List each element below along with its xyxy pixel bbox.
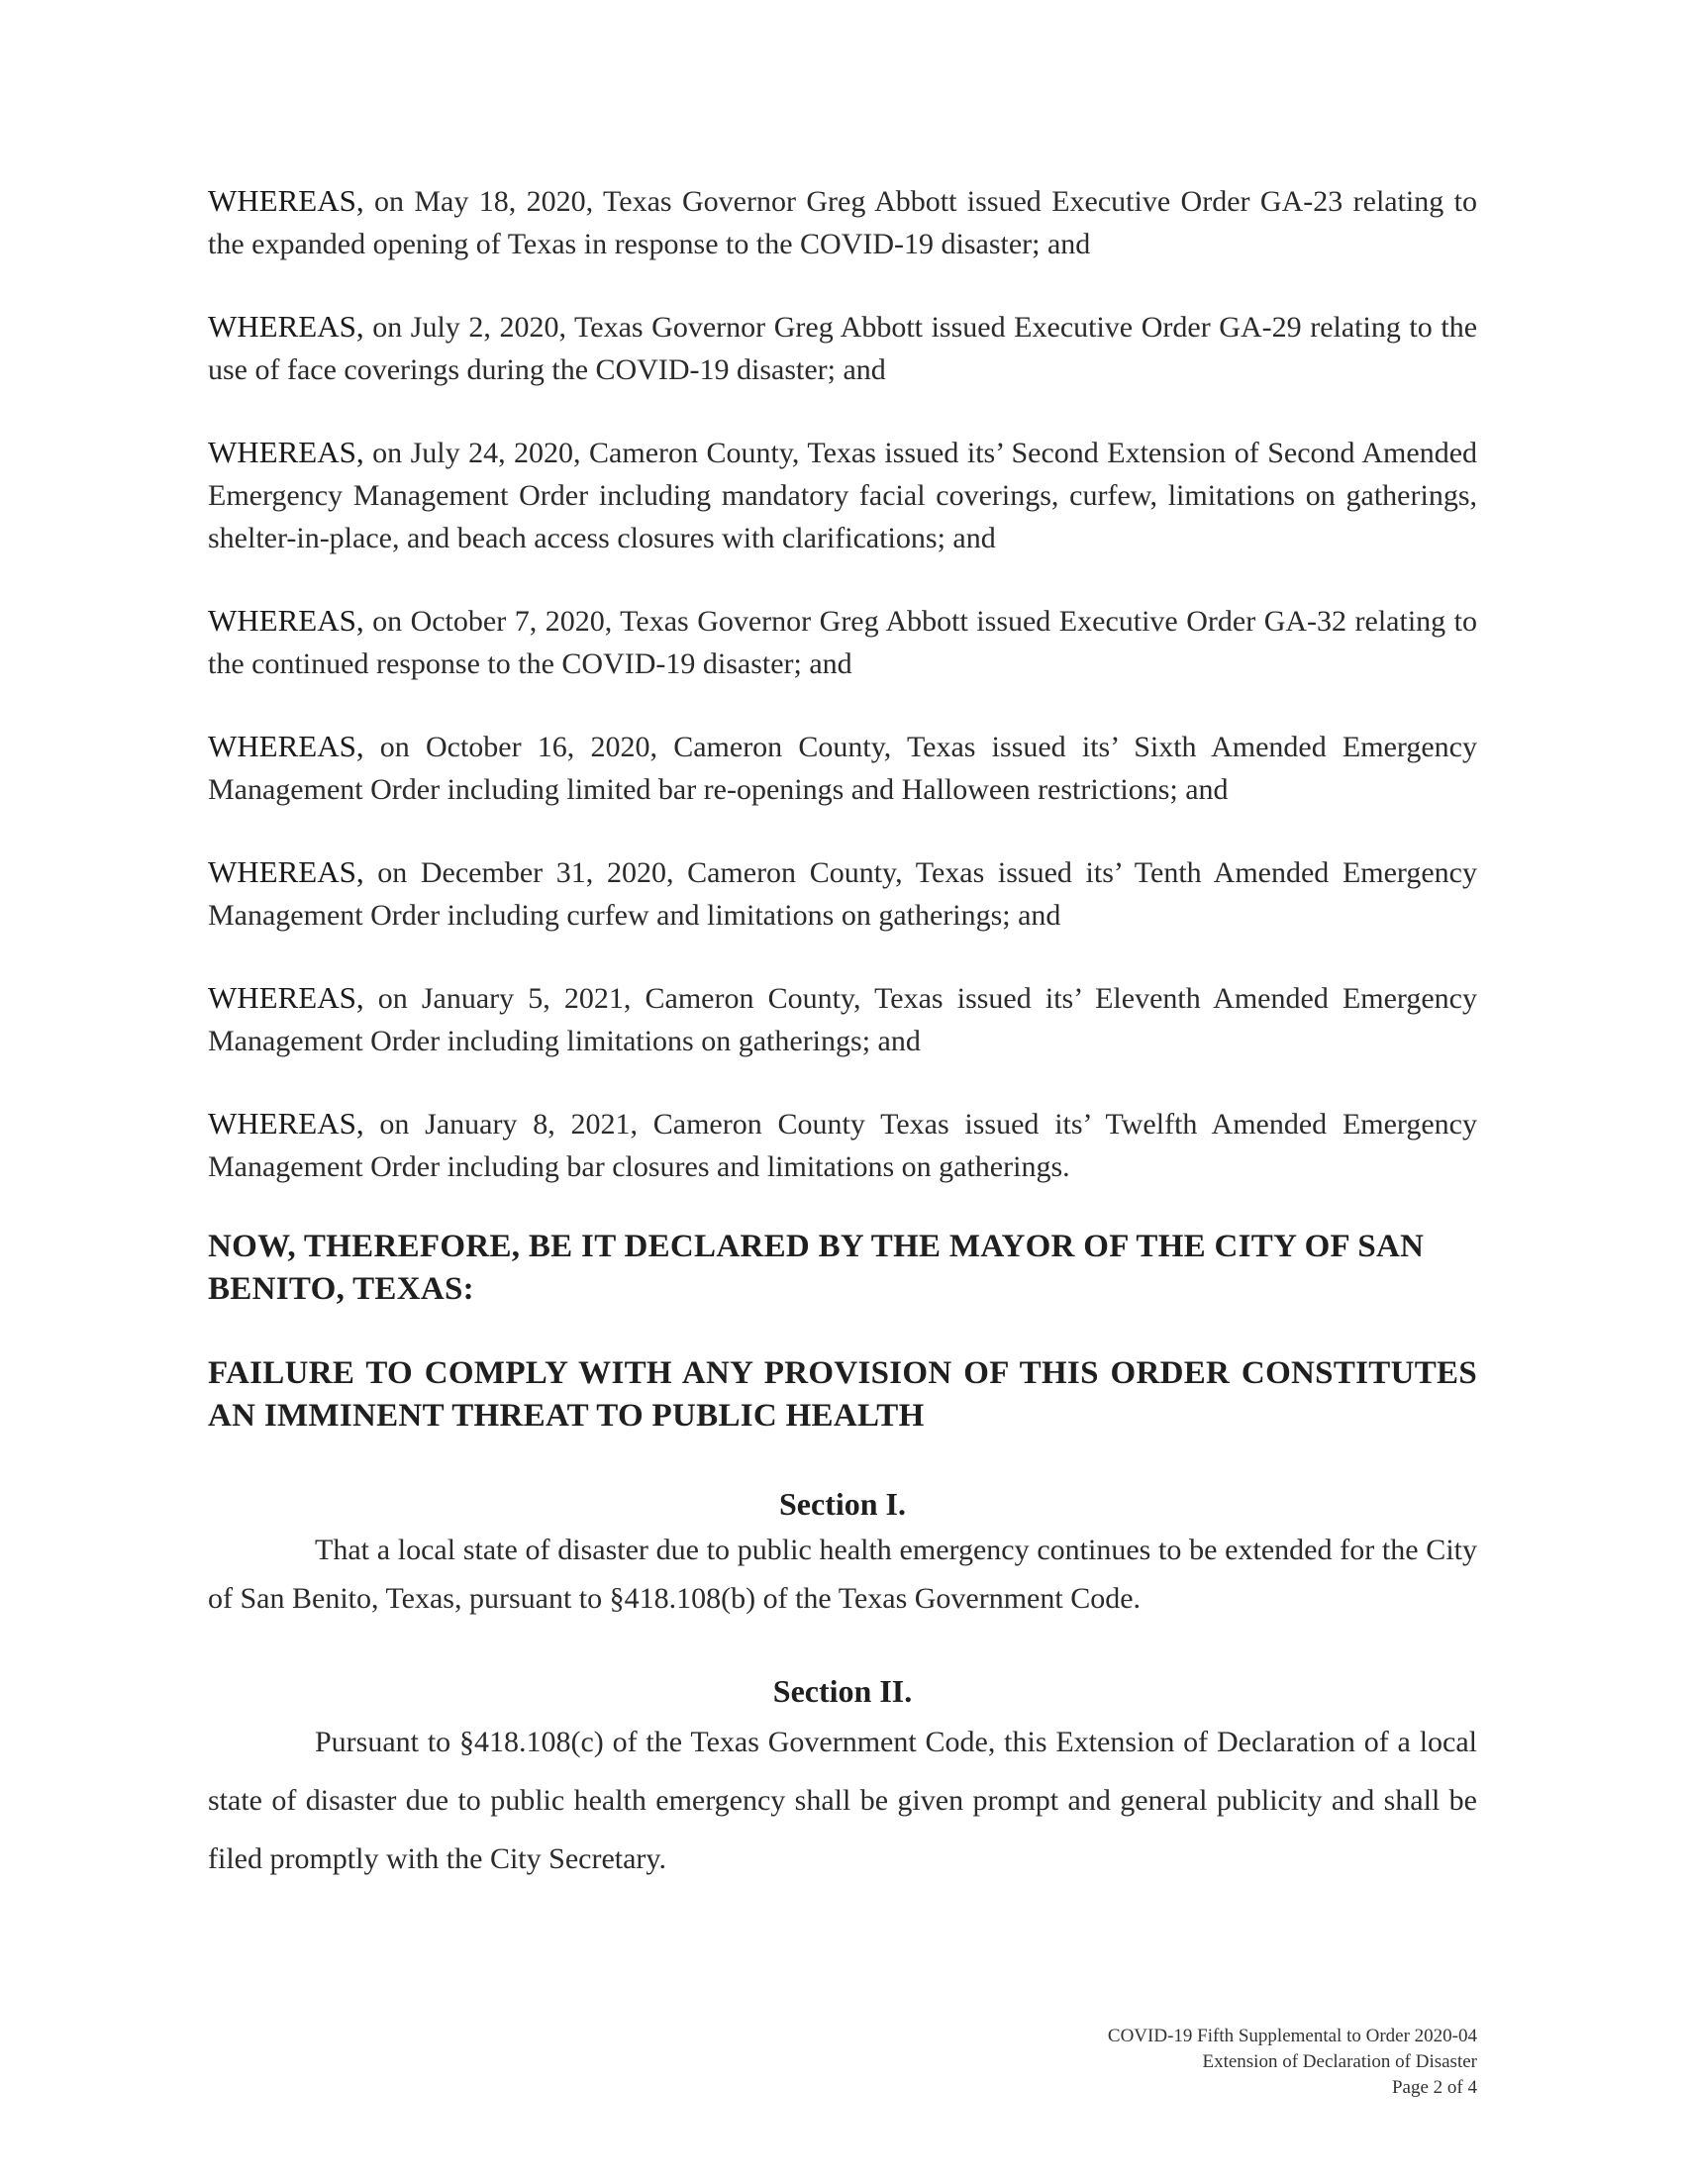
whereas-paragraph-1 (208, 179, 1477, 265)
whereas-paragraph-6 (208, 850, 1477, 937)
whereas-text: on July 2, 2020, Texas Governor Greg Abbott issued Executive Order GA-29 relating to the use of face coverings during the COVID-19 disaster; and (208, 311, 1478, 386)
whereas-keyword: WHEREAS, (208, 603, 364, 638)
section-2-heading: Section II. (772, 1673, 913, 1709)
warning-heading: FAILURE TO COMPLY WITH ANY PROVISION OF THIS ORDER CONSTITUTES AN IMMINENT THREAT TO PUBLIC HEALTH (208, 1355, 1477, 1434)
page-number: Page 2 of 4 (1391, 2077, 1477, 2098)
whereas-text: on October 7, 2020, Texas Governor Greg Abbott issued Executive Order GA-32 relating to the continued response to the COVID-19 disaster; and (208, 605, 1477, 680)
whereas-paragraph-2 (208, 305, 1477, 391)
whereas-text: on October 16, 2020, Cameron County, Texas issued its’ Sixth Amended Emergency Management Order including limited bar re-openings and Halloween restrictions; and (208, 731, 1477, 806)
whereas-keyword: WHEREAS, (208, 183, 364, 218)
whereas-paragraph-5 (208, 725, 1477, 811)
section-1-heading: Section I. (779, 1486, 906, 1522)
whereas-keyword: WHEREAS, (208, 309, 364, 344)
whereas-text: on May 18, 2020, Texas Governor Greg Abbott issued Executive Order GA-23 relating to the expanded opening of Texas in response to the COVID-19 disaster; and (208, 185, 1478, 260)
page-footer (1108, 2024, 1477, 2101)
whereas-keyword: WHEREAS, (208, 729, 364, 763)
whereas-keyword: WHEREAS, (208, 980, 364, 1015)
whereas-paragraph-3 (208, 431, 1477, 559)
whereas-text: on January 8, 2021, Cameron County Texas issued its’ Twelfth Amended Emergency Management Order including bar closures and limitations on gatherings. (208, 1108, 1477, 1183)
whereas-paragraph-8 (208, 1102, 1477, 1188)
whereas-paragraph-7 (208, 976, 1477, 1062)
section-1-body: That a local state of disaster due to public health emergency continues to be extended for the City of San Benito, Texas, pursuant to §418.108(b) of the Texas Government Code. (208, 1534, 1477, 1615)
whereas-keyword: WHEREAS, (208, 1106, 364, 1141)
whereas-keyword: WHEREAS, (208, 435, 364, 469)
section-2-body: Pursuant to §418.108(c) of the Texas Government Code, this Extension of Declaration of a local state of disaster due to public health emergency shall be given prompt and general publicity and shall be filed promptly with the City Secretary. (208, 1726, 1477, 1875)
footer-subtitle: Extension of Declaration of Disaster (1202, 2051, 1477, 2072)
whereas-text: on July 24, 2020, Cameron County, Texas issued its’ Second Extension of Second Amended Emergency Management Order including mandatory facial coverings, curfew, limitations on gatherings, shelter-in-place, and beach access closures with clarifications; and (208, 437, 1478, 554)
whereas-text: on January 5, 2021, Cameron County, Texas issued its’ Eleventh Amended Emergency Management Order including limitations on gatherings; and (208, 982, 1477, 1057)
footer-order-title: COVID-19 Fifth Supplemental to Order 2020-04 (1107, 2026, 1477, 2046)
whereas-paragraph-4 (208, 599, 1477, 685)
declaration-heading: NOW, THEREFORE, BE IT DECLARED BY THE MAYOR OF THE CITY OF SAN BENITO, TEXAS: (208, 1229, 1425, 1307)
whereas-text: on December 31, 2020, Cameron County, Texas issued its’ Tenth Amended Emergency Management Order including curfew and limitations on gatherings; and (208, 856, 1477, 932)
whereas-keyword: WHEREAS, (208, 854, 364, 889)
